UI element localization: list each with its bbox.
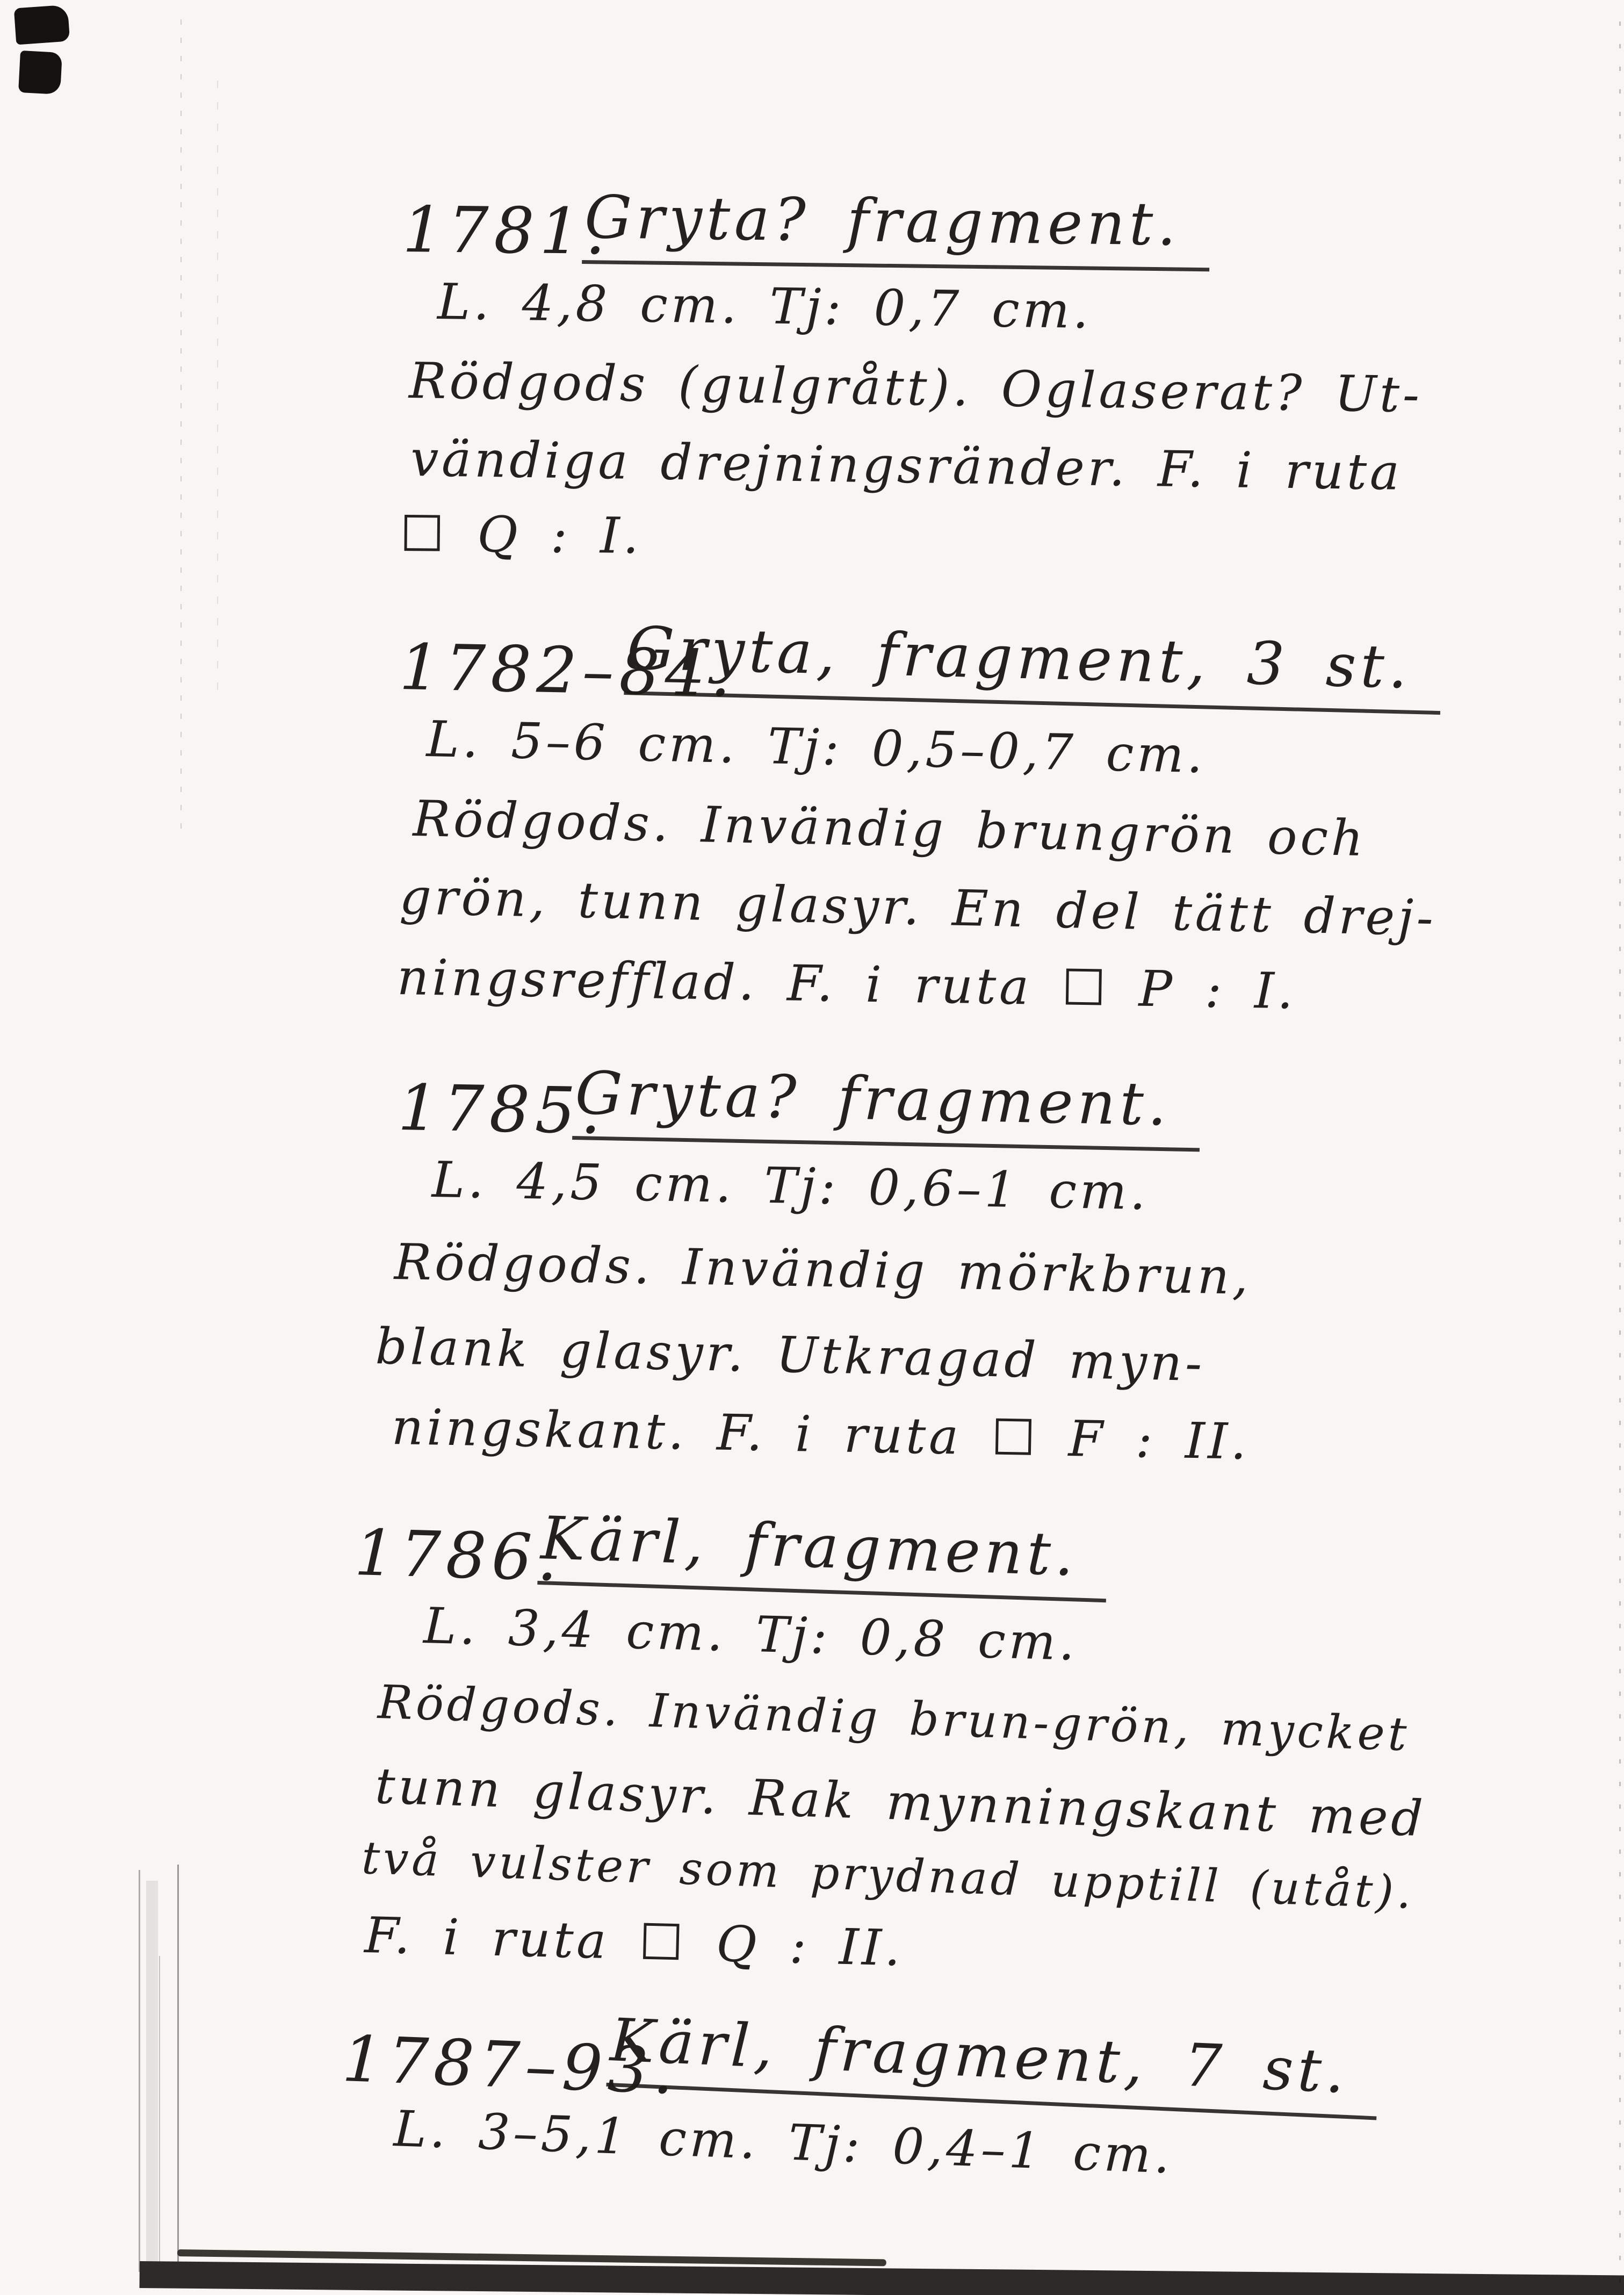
entry-title: Gryta? fragment. [582,183,1210,271]
right-edge-dotted-line [1619,21,1621,2295]
page-stack-edge-line [159,1956,160,2273]
entry-line: blank glasyr. Utkragad myn- [374,1318,1206,1393]
page-crease-line [181,19,182,836]
entry-line: Rödgods. Invändig mörkbrun, [394,1233,1252,1306]
entry-line: tunn glasyr. Rak mynningskant med [374,1757,1427,1848]
page-crease-line [217,81,218,699]
entry-line: Rödgods. Invändig brun-grön, mycket [377,1675,1411,1762]
entry-number: 1782–84. [399,630,737,711]
entry-line: vändiga drejningsränder. F. i ruta [410,430,1403,501]
entry-number: 1786. [353,1515,564,1595]
book-edge-shadow-band [140,2261,1624,2295]
corner-ink-mark [18,51,62,95]
page-stack-edge-line [139,1870,140,2272]
page-stack-edge-line [177,1865,179,2274]
entry-line: Rödgods. Invändig brungrön och [412,790,1367,868]
entry-line: L. 4,5 cm. Tj: 0,6–1 cm. [431,1151,1150,1221]
entry-line: två vulster som prydnad upptill (utåt). [360,1831,1416,1919]
entry-line: ☐ Q : I. [400,505,643,565]
entry-line: L. 5–6 cm. Tj: 0,5–0,7 cm. [425,710,1207,785]
entry-line: Rödgods (gulgrått). Oglaserat? Ut- [408,352,1423,424]
entry-title: Kärl, fragment. [537,1503,1108,1602]
entry-line: L. 3–5,1 cm. Tj: 0,4–1 cm. [393,2100,1174,2185]
entry-line: F. i ruta ☐ Q : II. [364,1906,905,1977]
entry-number: 1787–93. [341,2021,681,2109]
corner-ink-mark [14,5,70,45]
page-stack-edge-smudge [146,1881,158,2269]
entry-line: ningskant. F. i ruta ☐ F : II. [391,1398,1251,1471]
entry-line: L. 4,8 cm. Tj: 0,7 cm. [437,273,1092,340]
entry-line: grön, tunn glasyr. En del tätt drej- [399,868,1437,947]
entry-line: L. 3,4 cm. Tj: 0,8 cm. [423,1597,1079,1672]
entry-number: 1785. [397,1070,607,1148]
entry-title: Kärl, fragment, 7 st. [606,2005,1380,2120]
entry-title: Gryta? fragment. [572,1059,1201,1152]
entry-number: 1781. [402,192,611,269]
entry-line: ningsrefflad. F. i ruta ☐ P : I. [396,948,1297,1020]
entry-title: Gryta, fragment, 3 st. [624,614,1442,715]
